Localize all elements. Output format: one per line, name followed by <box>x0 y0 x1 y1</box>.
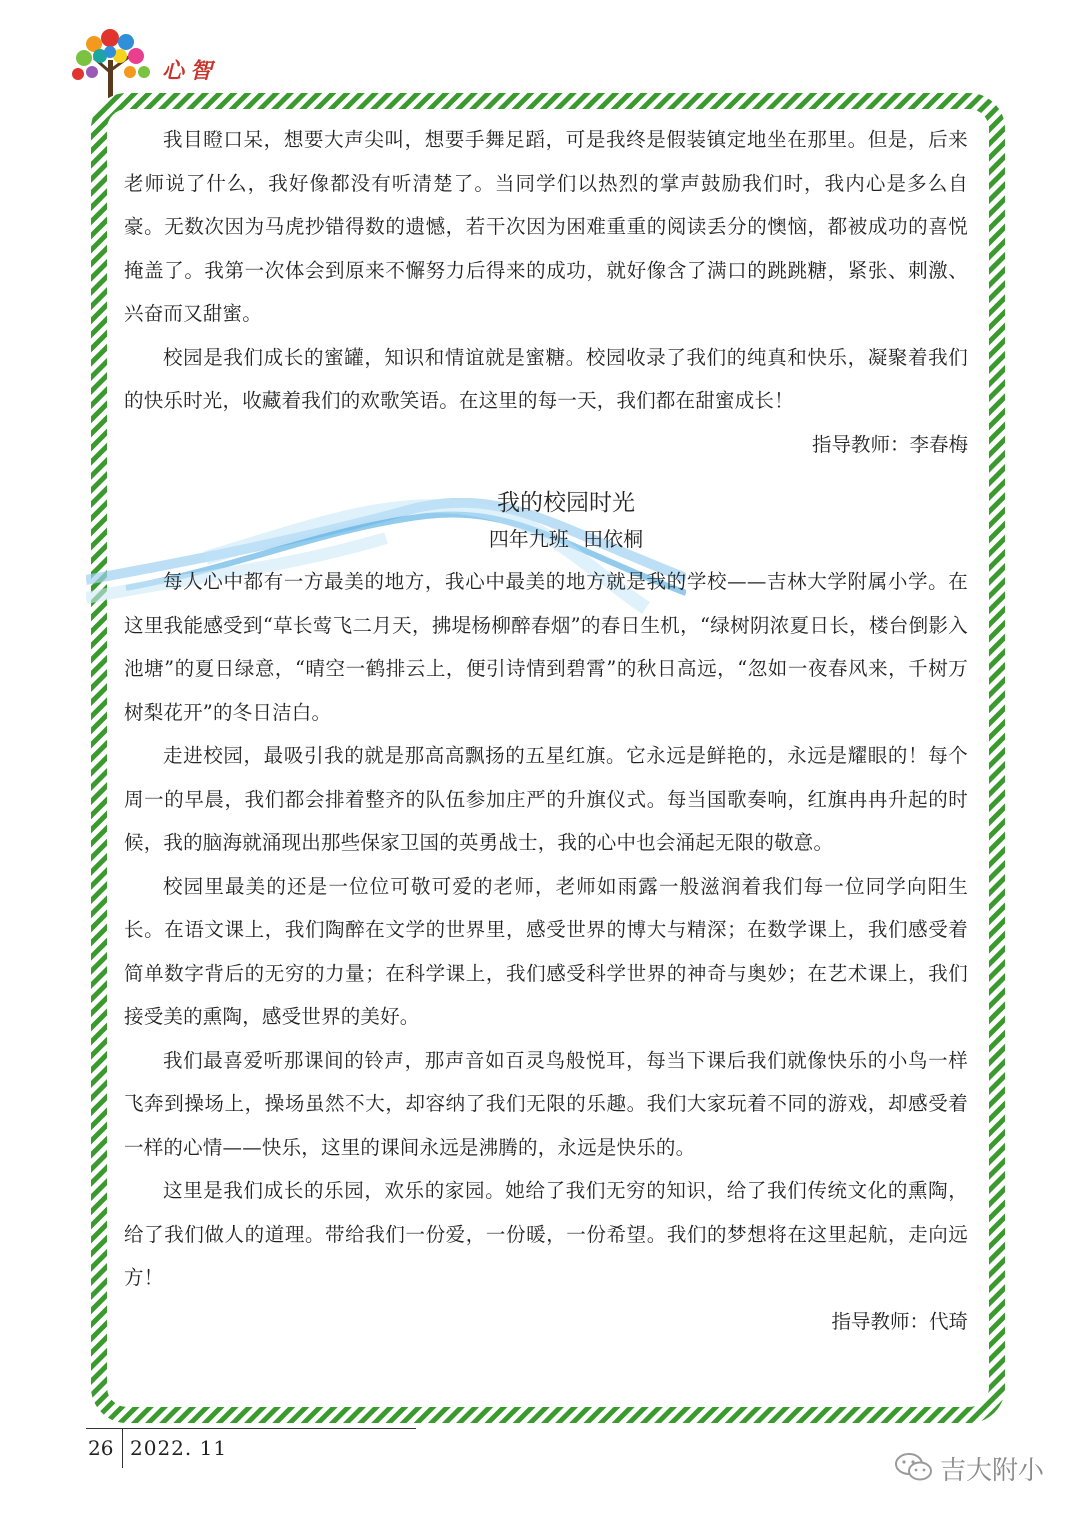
article2-teacher: 指导教师：代琦 <box>831 1309 968 1333</box>
article1-paragraph-2: 校园是我们成长的蜜罐，知识和情谊就是蜜糖。校园收录了我们的纯真和快乐，凝聚着我们的快乐时光，收藏着我们的欢歌笑语。在这里的每一天，我们都在甜蜜成长！ <box>124 345 968 412</box>
article2-paragraph-5: 这里是我们成长的乐园，欢乐的家园。她给了我们无穷的知识，给了我们传统文化的熏陶，给了我们做人的道理。带给我们一份爱，一份暖，一份希望。我们的梦想将在这里起航，走向远方！ <box>124 1179 968 1289</box>
watermark-text: 吉大附小 <box>940 1456 1045 1486</box>
article2-paragraph-2: 走进校园，最吸引我的就是那高高飘扬的五星红旗。它永远是鲜艳的，永远是耀眼的！每个周一的早晨，我们都会排着整齐的队伍参加庄严的升旗仪式。每当国歌奏响，红旗冉冉升起的时候，我的脑海就涌现出那些保家卫国的英勇战士，我的心中也会涌起无限的敬意。 <box>124 744 968 854</box>
footer-vertical-divider <box>122 1428 123 1468</box>
article1-teacher: 指导教师：李春梅 <box>811 432 968 456</box>
article2-title: 我的校园时光 <box>497 490 635 516</box>
colorful-heart-tree-icon <box>70 22 154 102</box>
article2-paragraph-4: 我们最喜爱听那课间的铃声，那声音如百灵鸟般悦耳，每当下课后我们就像快乐的小鸟一样飞奔到操场上，操场虽然不大，却容纳了我们无限的乐趣。我们大家玩着不同的游戏，却感受着一样的心情——快乐，这里的课间永远是沸腾的，永远是快乐的。 <box>124 1048 968 1159</box>
wechat-icon <box>894 1452 934 1482</box>
footer-divider <box>86 1428 416 1429</box>
page-number: 26 <box>88 1436 114 1460</box>
article2-author: 四年九班 田依桐 <box>488 527 644 551</box>
column-title: 心智 <box>162 58 219 84</box>
article2-paragraph-1: 每人心中都有一方最美的地方，我心中最美的地方就是我的学校——吉林大学附属小学。在这里我能感受到“草长莺飞二月天，拂堤杨柳醉春烟”的春日生机，“绿树阴浓夏日长，楼台倒影入池塘”的夏日绿意，“晴空一鹤排云上，便引诗情到碧霄”的秋日高远，“忽如一夜春风来，千树万树梨花开”的冬日洁白。 <box>124 570 968 724</box>
page-content <box>124 118 968 1343</box>
article1-paragraph-1: 我目瞪口呆，想要大声尖叫，想要手舞足蹈，可是我终是假装镇定地坐在那里。但是，后来老师说了什么，我好像都没有听清楚了。当同学们以热烈的掌声鼓励我们时，我内心是多么自豪。无数次因为马虎抄错得数的遗憾，若干次因为困难重重的阅读丢分的懊恼，都被成功的喜悦掩盖了。我第一次体会到原来不懈努力后得来的成功，就好像含了满口的跳跳糖，紧张、刺激、兴奋而又甜蜜。 <box>124 128 968 325</box>
article2-paragraph-3: 校园里最美的还是一位位可敬可爱的老师，老师如雨露一般滋润着我们每一位同学向阳生长。在语文课上，我们陶醉在文学的世界里，感受世界的博大与精深；在数学课上，我们感受着简单数字背后的无穷的力量；在科学课上，我们感受科学世界的神奇与奥妙；在艺术课上，我们接受美的熏陶，感受世界的美好。 <box>124 874 968 1028</box>
header <box>70 22 310 102</box>
issue-date: 2022. 11 <box>130 1436 228 1460</box>
